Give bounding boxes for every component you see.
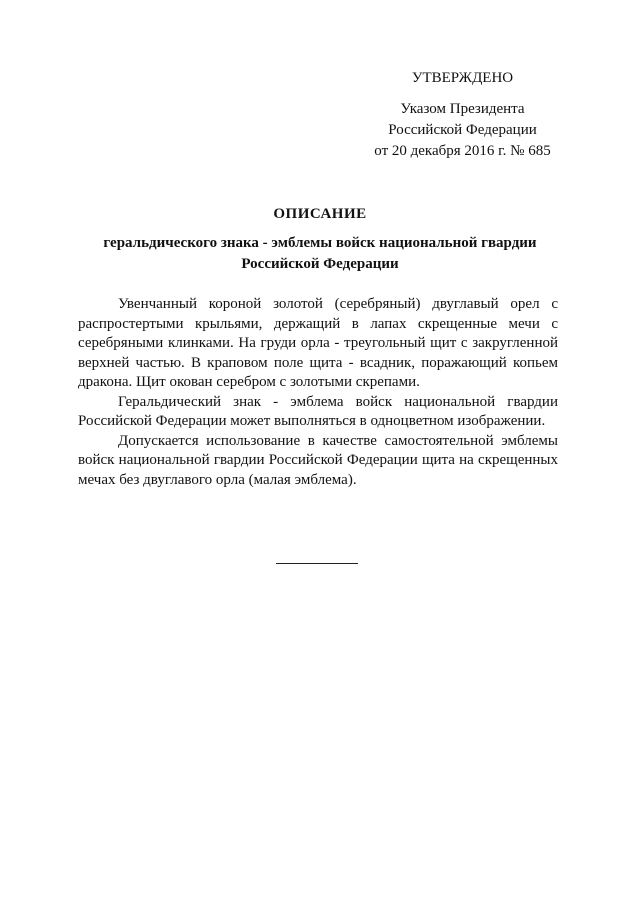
approval-stamp: УТВЕРЖДЕНО: [411, 70, 514, 86]
approval-line-country: Российской Федерации: [388, 122, 537, 138]
document-heading: ОПИСАНИЕ: [273, 206, 367, 222]
approval-line-date: от 20 декабря 2016 г. № 685: [374, 143, 551, 159]
paragraph-eagle: Увенчанный короной золотой (серебряный) двуглавый орел с распростертыми крыльями, держащий в лапах скрещенные мечи с серебряными клинками. На груди орла - треугольный щит с закругленной верхней частью. В краповом поле щита - всадник, поражающий копьем дракона. Щит окован серебром с золотыми скрепами.: [78, 296, 558, 390]
paragraph-monochrome: Геральдический знак - эмблема войск национальной гвардии Российской Федерации может выполняться в одноцветном изображении.: [78, 393, 558, 429]
approval-line-decree: Указом Президента: [400, 101, 525, 117]
document-subtitle-line-1: геральдического знака - эмблемы войск национальной гвардии: [103, 235, 537, 251]
end-separator-line: [276, 563, 358, 564]
document-subtitle-line-2: Российской Федерации: [241, 256, 399, 272]
paragraph-small-emblem: Допускается использование в качестве самостоятельной эмблемы войск национальной гвардии Российской Федерации щита на скрещенных мечах без двуглавого орла (малая эмблема).: [78, 432, 558, 488]
approval-block: [360, 68, 565, 162]
description-body: [78, 295, 558, 490]
title-block: [60, 204, 580, 275]
